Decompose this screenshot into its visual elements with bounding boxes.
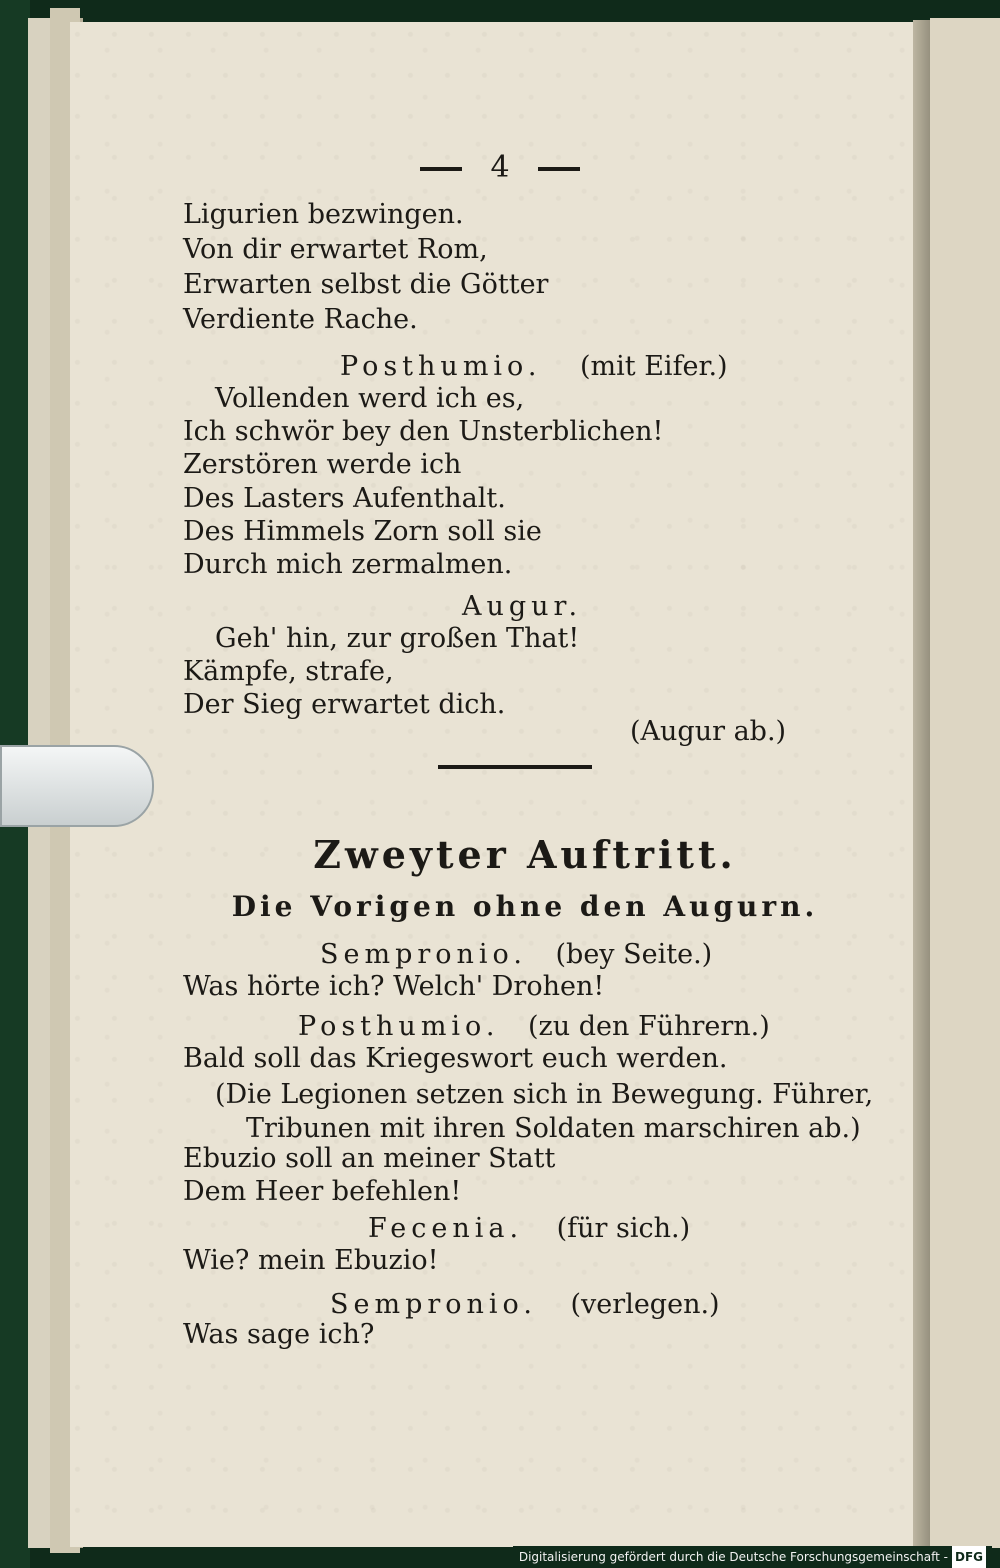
stage-direction: (für sich.) <box>556 1213 691 1244</box>
text-line: Was hörte ich? Welch' Drohen! <box>183 971 605 1002</box>
stage-direction-line: (Die Legionen setzen sich in Bewegung. Führer, <box>215 1079 874 1110</box>
stage-direction: (verlegen.) <box>570 1289 720 1320</box>
speaker-name: Fecenia. <box>368 1213 524 1244</box>
text-line: Ebuzio soll an meiner Statt <box>183 1143 556 1174</box>
footer-text: Digitalisierung gefördert durch die Deutsche Forschungsgemeinschaft - <box>518 1550 948 1564</box>
text-line: Bald soll das Kriegeswort euch werden. <box>183 1043 728 1074</box>
speaker-fecenia <box>368 1212 690 1246</box>
text-line: Von dir erwartet Rom, <box>183 234 488 265</box>
text-line: Verdiente Rache. <box>183 304 418 335</box>
text-line: Der Sieg erwartet dich. <box>183 689 506 720</box>
dash-right <box>538 167 580 171</box>
speaker-sempronio-2 <box>330 1288 720 1322</box>
text-line: Geh' hin, zur großen That! <box>215 623 580 654</box>
facing-page-edge <box>930 18 1000 1548</box>
text-line: Kämpfe, strafe, <box>183 656 394 687</box>
text-line: Dem Heer befehlen! <box>183 1176 462 1207</box>
speaker-name: Augur. <box>462 591 583 622</box>
text-line: Des Himmels Zorn soll sie <box>183 516 542 547</box>
bookmark-clip <box>0 745 154 827</box>
speaker-name: Posthumio. <box>340 351 542 382</box>
text-line: Vollenden werd ich es, <box>215 383 525 414</box>
scene-heading: Zweyter Auftritt. <box>313 832 737 877</box>
stage-direction: (bey Seite.) <box>555 939 713 970</box>
text-line: Zerstören werde ich <box>183 449 462 480</box>
text-line: Erwarten selbst die Götter <box>183 269 549 300</box>
text-line: Des Lasters Aufenthalt. <box>183 483 506 514</box>
speaker-posthumio-2 <box>298 1010 770 1044</box>
page-number <box>0 150 1000 185</box>
stage-direction-line: Tribunen mit ihren Soldaten marschiren ab.) <box>246 1113 861 1144</box>
dash-left <box>420 167 462 171</box>
speaker-name: Posthumio. <box>298 1011 500 1042</box>
stage-direction: (mit Eifer.) <box>580 351 728 382</box>
speaker-posthumio <box>340 350 728 384</box>
stage-direction: (zu den Führern.) <box>528 1011 770 1042</box>
text-line: Ich schwör bey den Unsterblichen! <box>183 416 664 447</box>
digitization-footer <box>513 1546 992 1568</box>
speaker-augur <box>462 590 582 624</box>
page-number-text: 4 <box>490 150 510 185</box>
speaker-name: Sempronio. <box>320 939 527 970</box>
text-line: Wie? mein Ebuzio! <box>183 1245 439 1276</box>
text-line: Was sage ich? <box>183 1319 375 1350</box>
text-line: Ligurien bezwingen. <box>183 199 464 230</box>
text-line: Durch mich zermalmen. <box>183 549 513 580</box>
exit-direction: (Augur ab.) <box>630 716 787 747</box>
dfg-logo: DFG <box>952 1546 986 1568</box>
speaker-sempronio <box>320 938 712 972</box>
speaker-name: Sempronio. <box>330 1289 537 1320</box>
section-rule <box>438 765 592 769</box>
scene-subheading: Die Vorigen ohne den Augurn. <box>231 890 819 923</box>
